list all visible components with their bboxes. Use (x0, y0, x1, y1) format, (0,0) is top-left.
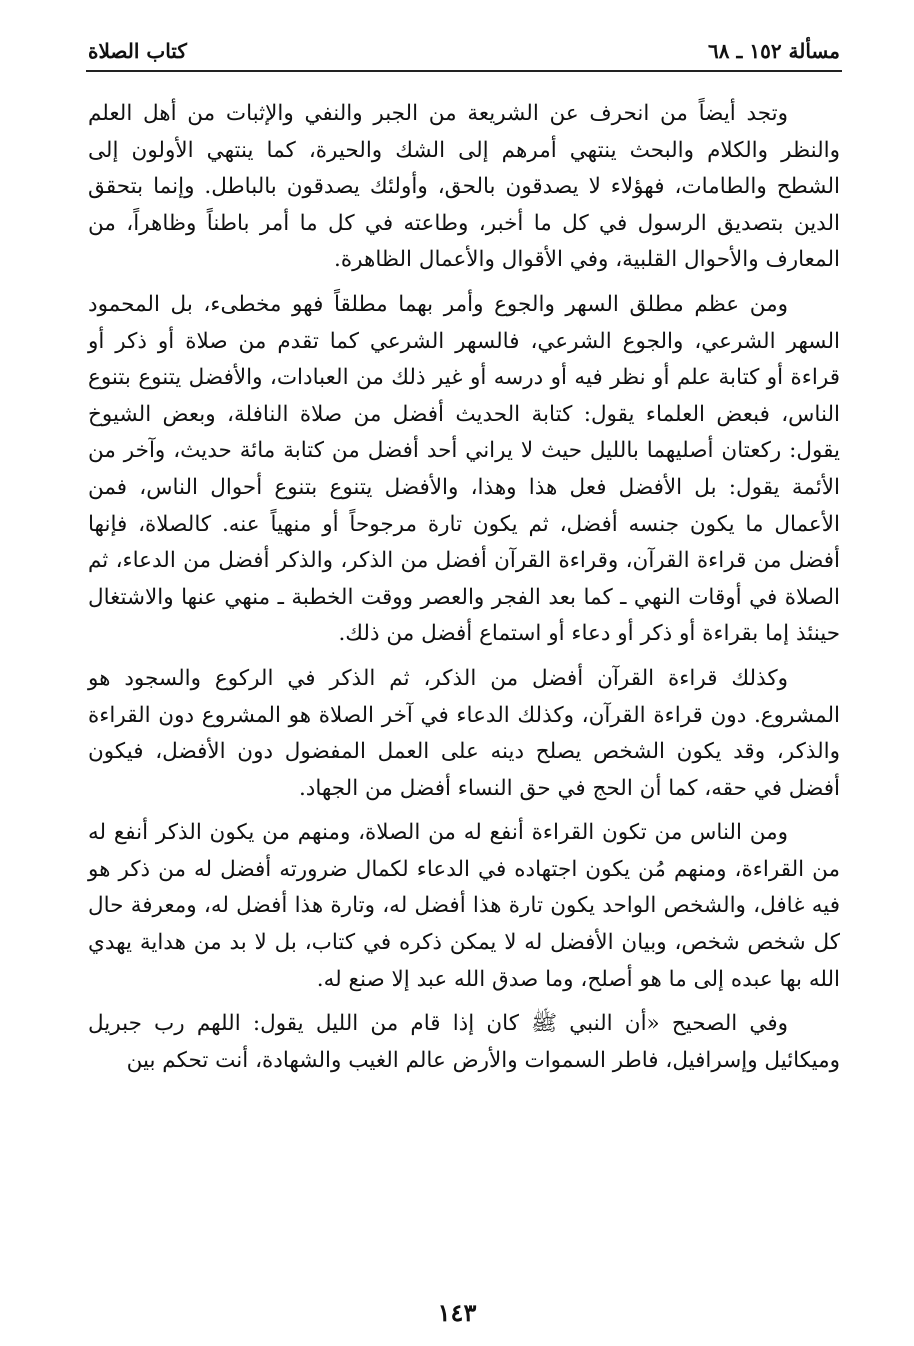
header-issue-number: مسألة ١٥٢ ـ ٦٨ (708, 39, 840, 63)
paragraph: وكذلك قراءة القرآن أفضل من الذكر، ثم الذكر في الركوع والسجود هو المشروع. دون قراءة القرآن، وكذلك الدعاء في آخر الصلاة هو المشروع دون القراءة والذكر، وقد يكون الشخص يصلح دينه على العمل المفضول دون الأفضل، فيكون أفضل في حقه، كما أن الحج في حق النساء أفضل من الجهاد. (88, 665, 840, 801)
paragraph: وفي الصحيح «أن النبي ﷺ كان إذا قام من الليل يقول: اللهم رب جبريل وميكائيل وإسرافيل، فاطر السموات والأرض عالم الغيب والشهادة، أنت تحكم بين (88, 1011, 840, 1073)
paragraph: وتجد أيضاً من انحرف عن الشريعة من الجبر والنفي والإثبات من أهل العلم والنظر والكلام والبحث ينتهي أمرهم إلى الشك والحيرة، كما ينتهي الأولون إلى الشطح والطامات، فهؤلاء لا يصدقون بالحق، وأولئك يصدقون بالباطل. وإنما بتحقق الدين بتصديق الرسول في كل ما أخبر، وطاعته في كل ما أمر باطناً وظاهراً، من المعارف والأحوال القلبية، وفي الأقوال والأعمال الظاهرة. (88, 101, 840, 273)
paragraph: ومن الناس من تكون القراءة أنفع له من الصلاة، ومنهم من يكون الذكر أنفع له من القراءة، ومنهم مُن يكون اجتهاده في الدعاء لكمال ضرورته أفضل له من ذكر هو فيه غافل، والشخص الواحد يكون تارة هذا أفضل له، وتارة هذا أفضل له، ومعرفة حال كل شخص شخص، وبيان الأفضل له لا يمكن ذكره في كتاب، بل لا بد من هداية يهدي الله بها عبده إلى ما هو أصلح، وما صدق الله عبد إلا صنع له. (88, 820, 840, 992)
header-divider (86, 70, 842, 72)
main-text (88, 96, 840, 1087)
page-number: ١٤٣ (437, 1298, 477, 1327)
paragraph: ومن عظم مطلق السهر والجوع وأمر بهما مطلقاً فهو مخطىء، بل المحمود السهر الشرعي، والجوع الشرعي، فالسهر الشرعي كما تقدم من صلاة أو ذكر أو قراءة أو كتابة علم أو نظر فيه أو درسه أو غير ذلك من العبادات، والأفضل يتنوع بتنوع الناس، فبعض العلماء يقول: كتابة الحديث أفضل من صلاة النافلة، وبعض الشيوخ يقول: ركعتان أصليهما بالليل حيث لا يراني أحد أفضل من كتابة مائة حديث، وآخر من الأئمة يقول: بل الأفضل فعل هذا وهذا، والأفضل يتنوع بتنوع أحوال الناس، فمن الأعمال ما يكون جنسه أفضل، ثم يكون تارة مرجوحاً أو منهياً عنه. كالصلاة، فإنها أفضل من قراءة القرآن، وقراءة القرآن أفضل من الذكر، والذكر أفضل من الدعاء، ثم الصلاة في أوقات النهي ـ كما بعد الفجر والعصر ووقت الخطبة ـ منهي عنها والاشتغال حينئذ إما بقراءة أو ذكر أو دعاء أو استماع أفضل من ذلك. (88, 291, 840, 647)
header-book-title: كتاب الصلاة (88, 39, 187, 63)
running-header (88, 38, 840, 64)
